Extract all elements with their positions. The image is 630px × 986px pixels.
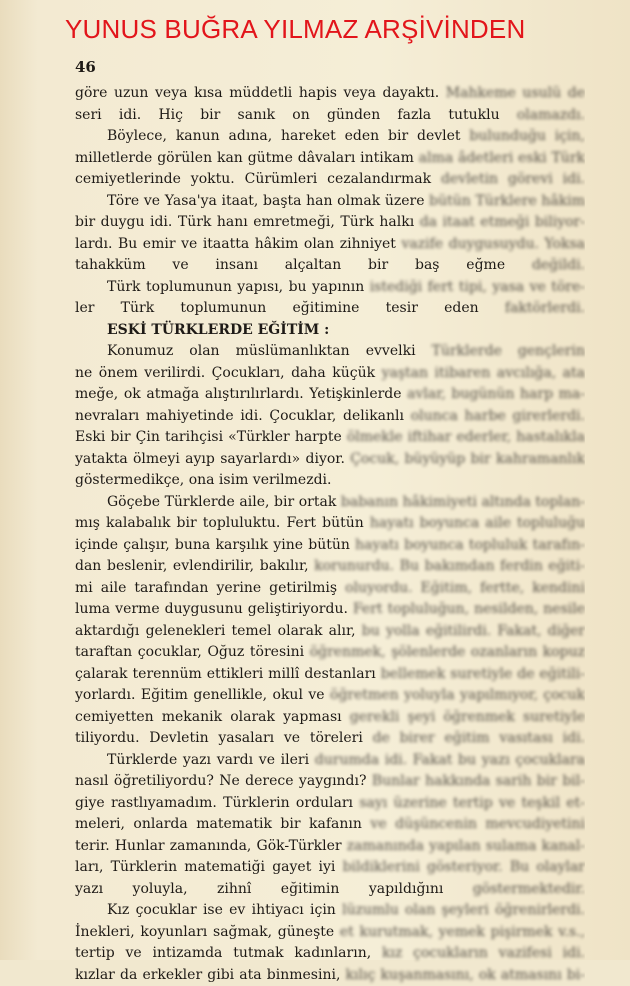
line-text: ne önem verilirdi. Çocukları, daha küçük — [75, 365, 382, 381]
text-line — [75, 965, 585, 986]
blurred-text: ve düşüncenin mevcudiyetini — [75, 816, 585, 836]
text-line — [75, 470, 585, 492]
page-number: 46 — [75, 58, 96, 76]
line-text: tahakküm ve insanı alçaltan bir baş eğme — [75, 257, 532, 273]
text-line — [75, 879, 585, 901]
line-text: Göçebe Türklerde aile, bir ortak — [107, 494, 341, 510]
blurred-text: öğrenmek, şölenlerde ozanların kopuz — [310, 644, 585, 660]
line-text: içinde çalışır, buna karşılık yine bütün — [75, 537, 355, 553]
line-text: Türk toplumunun yapısı, bu yapının — [107, 279, 370, 295]
text-line — [75, 341, 585, 363]
blurred-text: olamazdı. — [517, 107, 585, 123]
line-text: lardı. Bu emir ve itaatta hâkim olan zihniyet — [75, 236, 401, 252]
blurred-text: de birer eğitim vasıtası idi. — [373, 730, 585, 746]
text-line — [75, 900, 585, 922]
blurred-text: ölmekle iftihar ederler, hastalıkla — [347, 429, 585, 445]
blurred-text: Mahkeme usulü de — [75, 85, 585, 105]
blurred-text: da itaat etmeği biliyor- — [420, 214, 585, 230]
blurred-text: istediği fert tipi, yasa ve töre- — [370, 279, 585, 295]
text-line — [75, 599, 585, 621]
line-text: ESKİ TÜRKLERDE EĞİTİM : — [107, 322, 329, 338]
line-text: tertip ve intizamda tutmak kadınların, — [75, 945, 382, 961]
text-line — [75, 578, 585, 600]
line-text: Türklerde yazı vardı ve ileri — [107, 752, 315, 768]
line-text: cemiyetten mekanik olarak yapması — [75, 709, 350, 725]
line-text: seri idi. Hiç bir sanık on günden fazla tutuklu — [75, 107, 517, 123]
line-text: yorlardı. Eğitim genellikle, okul ve — [75, 687, 330, 703]
line-text: kızlar da erkekler gibi ata binmesini, — [75, 967, 346, 983]
blurred-text: korunurdu. Bu bakımdan ferdin eğiti- — [314, 558, 585, 574]
text-line — [75, 728, 585, 750]
line-text: bir duygu idi. Türk hanı emretmeği, Türk halkı — [75, 214, 420, 230]
text-line — [75, 922, 585, 944]
text-line — [75, 427, 585, 449]
text-line — [75, 298, 585, 320]
section-heading — [75, 320, 585, 342]
text-line — [75, 793, 585, 815]
blurred-text: devletin görevi idi. — [441, 171, 585, 187]
line-text: göre uzun veya kısa müddetli hapis veya dayaktı. — [75, 85, 446, 101]
text-line — [75, 212, 585, 234]
line-text: giye rastlıyamadım. Türklerin orduları — [75, 795, 359, 811]
text-line — [75, 556, 585, 578]
line-text: yatakta ölmeyi ayıp sayarlardı» diyor. — [75, 451, 350, 467]
line-text: Kız çocuklar ise ev ihtiyacı için — [107, 902, 342, 918]
line-text: taraftan çocuklar, Oğuz töresini — [75, 644, 310, 660]
blurred-text: değildi. — [532, 257, 585, 273]
text-line — [75, 406, 585, 428]
blurred-text: et kurutmak, yemek pişirmek v.s., — [75, 924, 585, 944]
text-line — [75, 685, 585, 707]
blurred-text: bu yolla eğitilirdi. Fakat, diğer — [362, 623, 585, 639]
blurred-text: alma âdetleri eski Türk — [419, 150, 585, 166]
line-text: nevraları mahiyetinde idi. Çocuklar, delikanlı — [75, 408, 411, 424]
line-text: nasıl öğretiliyordu? Ne derece yaygındı? — [75, 773, 372, 789]
text-line — [75, 234, 585, 256]
line-text: Böylece, kanun adına, hareket eden bir devlet — [107, 128, 469, 144]
watermark-title: YUNUS BUĞRA YILMAZ ARŞİVİNDEN — [65, 14, 525, 45]
text-line — [75, 836, 585, 858]
text-line — [75, 814, 585, 836]
blurred-text: lüzumlu olan şeyleri öğrenirlerdi. — [342, 902, 585, 918]
blurred-text: yaştan itibaren avcılığa, ata — [75, 365, 585, 385]
text-line — [75, 621, 585, 643]
text-line — [75, 148, 585, 170]
text-line — [75, 492, 585, 514]
blurred-text: bellemek suretiyle de eğitili- — [381, 666, 585, 682]
text-line — [75, 750, 585, 772]
text-line — [75, 535, 585, 557]
line-text: cemiyetlerinde yoktu. Cürümleri cezalandırmak — [75, 171, 441, 187]
text-line — [75, 277, 585, 299]
blurred-text: Türklerde gençlerin — [107, 343, 585, 363]
line-text: terir. Hunlar zamanında, Gök-Türkler — [75, 838, 347, 854]
text-line — [75, 83, 585, 105]
text-line — [75, 707, 585, 729]
line-text: dan beslenir, evlendirilir, bakılır, — [75, 558, 314, 574]
line-text: çalarak terennüm ettikleri millî destanları — [75, 666, 381, 682]
text-line — [75, 363, 585, 385]
line-text: tiliyordu. Devletin yasaları ve töreleri — [75, 730, 373, 746]
blurred-text: kız çocukların vazifesi idi. — [75, 945, 585, 965]
blurred-text: olunca harbe girerlerdi. — [411, 408, 585, 424]
text-line — [75, 664, 585, 686]
line-text: meleri, onlarda matematik bir kafanın — [75, 816, 370, 832]
blurred-text: sayı üzerine tertip ve teşkil et- — [359, 795, 585, 811]
line-text: luma verme duygusunu geliştiriyordu. — [75, 601, 353, 617]
blurred-text: bulunduğu için, — [107, 128, 585, 148]
blurred-text: öğretmen yoluyla yapılmıyor, çocuk — [330, 687, 585, 703]
text-line — [75, 857, 585, 879]
line-text: ları, Türklerin matematiği gayet iyi — [75, 859, 343, 875]
blurred-text: bütün Türklere hâkim — [429, 193, 585, 209]
text-line — [75, 169, 585, 191]
blurred-text: Bunlar hakkında sarih bir bil- — [372, 773, 585, 789]
line-text: milletlerde görülen kan gütme dâvaları intikam — [75, 150, 419, 166]
line-text: mış kalabalık bir topluluktu. Fert bütün — [75, 515, 370, 531]
blurred-text: Çocuk, büyüyüp bir kahramanlık — [350, 451, 585, 467]
line-text: göstermedikçe, ona isim verilmezdi. — [75, 472, 331, 488]
text-line — [75, 642, 585, 664]
blurred-text: göstermektedir. — [473, 881, 585, 897]
text-line — [75, 943, 585, 965]
blurred-text: hayatı boyunca topluluk tarafın- — [355, 537, 585, 553]
line-text: Konumuz olan müslümanlıktan evvelki — [107, 343, 432, 359]
text-line — [75, 384, 585, 406]
line-text: Eski bir Çin tarihçisi «Türkler harpte — [75, 429, 347, 445]
line-text: ler Türk toplumunun eğitimine tesir eden — [75, 300, 505, 316]
line-text: Töre ve Yasa'ya itaat, başta han olmak üzere — [107, 193, 429, 209]
blurred-text: vazife duygusuydu. Yoksa — [401, 236, 585, 252]
blurred-text: durumda idi. Fakat bu yazı çocuklara — [315, 752, 585, 768]
blurred-text: faktörlerdi. — [505, 300, 585, 316]
text-line — [75, 449, 585, 471]
blurred-text: bildiklerini gösteriyor. Bu olaylar — [75, 859, 585, 879]
line-text: mi aile tarafından yerine getirilmiş — [75, 580, 345, 596]
blurred-text: gerekli şeyi öğrenmek suretiyle — [75, 709, 585, 729]
line-text: aktardığı gelenekleri temel olarak alır, — [75, 623, 362, 639]
body-text — [75, 83, 585, 986]
blurred-text: avlar, bugünün harp ma- — [407, 386, 585, 402]
text-line — [75, 126, 585, 148]
text-line — [75, 771, 585, 793]
blurred-text: Fert topluluğun, nesilden, nesile — [353, 601, 585, 617]
text-line — [75, 105, 585, 127]
blurred-text: zamanında yapılan sulama kanal- — [347, 838, 585, 854]
blurred-text: oluyordu. Eğitim, fertte, kendini — [75, 580, 585, 600]
text-line — [75, 513, 585, 535]
blurred-text: kılıç kuşanmasını, ok atmasını bi- — [346, 967, 585, 983]
text-line — [75, 191, 585, 213]
line-text: yazı yoluyla, zihnî eğitimin yapıldığını — [75, 881, 473, 897]
line-text: meğe, ok atmağa alıştırılırlardı. Yetişkinlerde — [75, 386, 407, 402]
blurred-text: babanın hâkimiyeti altında toplan- — [341, 494, 585, 510]
text-line — [75, 255, 585, 277]
line-text: İnekleri, koyunları sağmak, güneşte — [75, 924, 340, 940]
blurred-text: hayatı boyunca aile topluluğu — [370, 515, 585, 531]
